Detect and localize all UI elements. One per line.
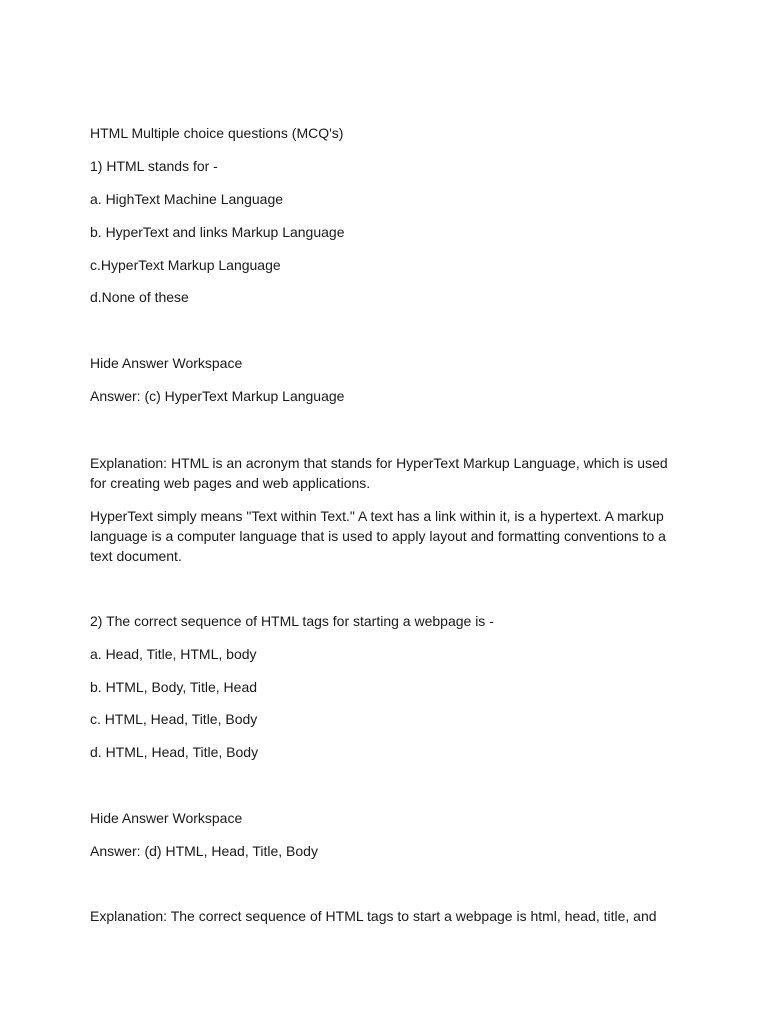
document-title: HTML Multiple choice questions (MCQ's) — [90, 125, 344, 141]
q2-answer: Answer: (d) HTML, Head, Title, Body — [90, 843, 318, 859]
q2-hide-answer: Hide Answer Workspace — [90, 810, 243, 826]
q2-option-d: d. HTML, Head, Title, Body — [90, 744, 259, 760]
q1-explanation: Explanation: HTML is an acronym that stands for HyperText Markup Language, which is used for creating web pages and web applications. — [90, 455, 668, 491]
q1-hide-answer: Hide Answer Workspace — [90, 355, 243, 371]
q2-option-b: b. HTML, Body, Title, Head — [90, 679, 258, 695]
q1-option-d: d.None of these — [90, 289, 189, 305]
q1-explanation-detail: HyperText simply means "Text within Text." A text has a link within it, is a hypertext. A markup language is a computer language that is used to apply layout and formatting conventions to a text document. — [90, 508, 666, 564]
q1-option-c: c.HyperText Markup Language — [90, 257, 281, 273]
question-1: 1) HTML stands for - — [90, 158, 218, 174]
question-2: 2) The correct sequence of HTML tags for starting a webpage is - — [90, 613, 494, 629]
q1-answer: Answer: (c) HyperText Markup Language — [90, 388, 345, 404]
q2-explanation: Explanation: The correct sequence of HTML tags to start a webpage is html, head, title, and — [90, 908, 657, 924]
q1-option-a: a. HighText Machine Language — [90, 191, 284, 207]
q1-option-b: b. HyperText and links Markup Language — [90, 224, 345, 240]
q2-option-c: c. HTML, Head, Title, Body — [90, 711, 258, 727]
q2-option-a: a. Head, Title, HTML, body — [90, 646, 257, 662]
